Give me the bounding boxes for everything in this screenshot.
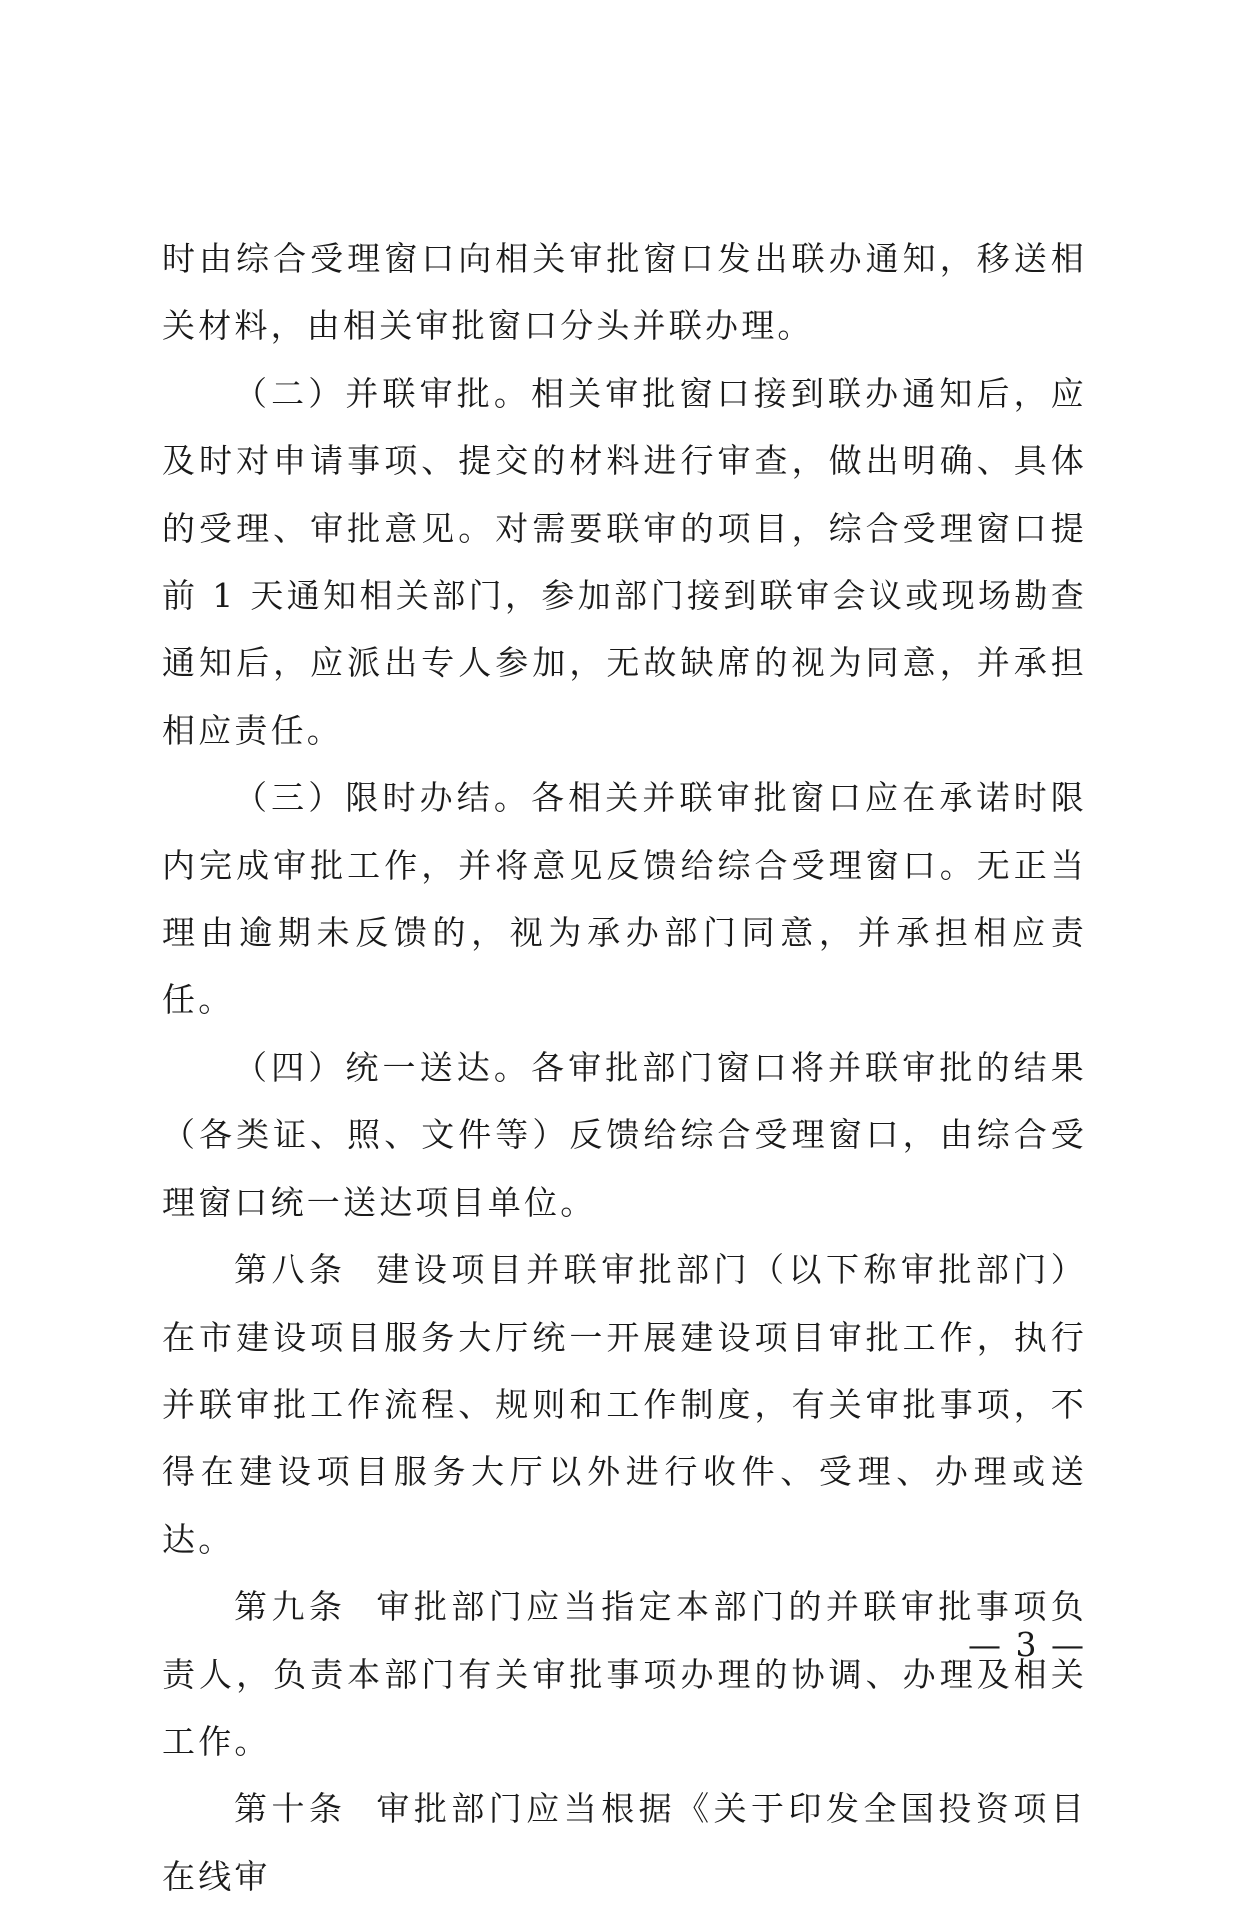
article-number: 第十条 [234, 1789, 347, 1829]
article-9 [162, 1573, 1087, 1775]
paragraph-text: 审批部门应当指定本部门的并联审批事项负责人，负责本部门有关审批事项办理的协调、办理及相关工作。 [162, 1587, 1087, 1761]
article-10 [162, 1775, 1087, 1910]
paragraph-text: 时由综合受理窗口向相关审批窗口发出联办通知，移送相关材料，由相关审批窗口分头并联办理。 [162, 239, 1087, 346]
paragraph-text: 审批部门应当根据《关于印发全国投资项目在线审 [162, 1789, 1087, 1896]
article-number: 第八条 [234, 1250, 347, 1290]
body-text [162, 225, 1087, 1910]
paragraph-text: （二）并联审批。相关审批窗口接到联办通知后，应及时对申请事项、提交的材料进行审查，做出明确、具体的受理、审批意见。对需要联审的项目，综合受理窗口提前 1 天通知相关部门，参加部门接到联审会议或现场勘查通知后，应派出专人参加，无故缺席的视为同意，并承担相应责任。 [162, 373, 1087, 750]
paragraph-time-limit [162, 764, 1087, 1034]
paragraph-text: （四）统一送达。各审批部门窗口将并联审批的结果（各类证、照、文件等）反馈给综合受理窗口，由综合受理窗口统一送达项目单位。 [162, 1047, 1087, 1222]
paragraph-continuation [162, 225, 1087, 360]
paragraph-text: 建设项目并联审批部门（以下称审批部门）在市建设项目服务大厅统一开展建设项目审批工作，执行并联审批工作流程、规则和工作制度，有关审批事项，不得在建设项目服务大厅以外进行收件、受理、办理或送达。 [162, 1250, 1087, 1559]
article-8 [162, 1236, 1087, 1573]
page-number: — 3 — [968, 1625, 1086, 1664]
article-number: 第九条 [234, 1587, 347, 1627]
paragraph-unified-delivery [162, 1034, 1087, 1236]
paragraph-parallel-approval [162, 360, 1087, 764]
paragraph-text: （三）限时办结。各相关并联审批窗口应在承诺时限内完成审批工作，并将意见反馈给综合受理窗口。无正当理由逾期未反馈的，视为承办部门同意，并承担相应责任。 [162, 778, 1087, 1020]
